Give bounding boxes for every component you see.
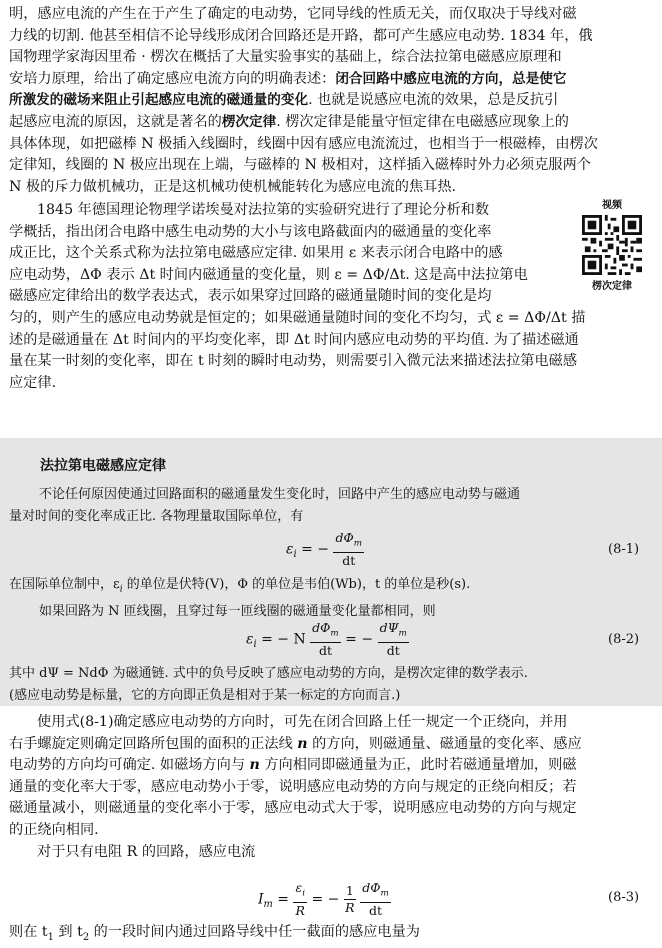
text-line: 成正比，这个关系式称为法拉第电磁感应定律. 如果用 ε 来表示闭合电路中的感 — [9, 245, 503, 262]
text-line: 在国际单位制中，$\varepsilon_i$ 的单位是伏特(V)，Φ 的单位是韦伯(Wb)，t 的单位是秒(s). — [9, 577, 471, 595]
text-line: 应电动势，ΔΦ 表示 Δt 时间内磁通量的变化量，则 ε = ΔΦ/Δt. 这是高中法拉第电 — [9, 266, 528, 283]
text-line: 明，感应电流的产生在于产生了确定的电动势，它同导线的性质无关，而仅取决于导线对磁 — [9, 6, 577, 22]
bold-statement: 所激发的磁场来阻止引起感应电流的磁通量的变化 — [9, 92, 309, 109]
text-line: 磁感应定律给出的数学表达式，表示如果穿过回路的磁通量随时间的变化是均 — [9, 288, 492, 305]
text-line: 磁通量减小，则磁通量的变化率小于零，感应电动式大于零，说明感应电动势的方向与规定 — [9, 800, 577, 817]
paragraph-direction — [9, 712, 649, 863]
text-line: 国物理学家海因里希 · 楞次在概括了大量实验事实的基础上，综合法拉第电磁感应原理和 — [9, 49, 562, 66]
video-qr-block[interactable] — [574, 196, 650, 292]
box-title: 法拉第电磁感应定律 — [40, 458, 166, 474]
box-paragraph — [9, 574, 649, 623]
box-paragraph — [9, 663, 649, 706]
equation-8-1: $\varepsilon_i$ = − $\frac{d\Phi_m}{dt}$ — [286, 530, 363, 568]
text-line: (感应电动势是标量，它的方向即正负是相对于某一标定的方向而言.) — [9, 687, 401, 703]
text-line: 电动势的方向均可确定. 如磁场方向与 n 方向相同即磁通量为正，此时若磁通量增加，则磁 — [9, 757, 577, 774]
text-line: 其中 dΨ = NdΦ 为磁通链. 式中的负号反映了感应电动势的方向，是楞次定律的数学表示. — [9, 666, 528, 681]
equation-number: (8-1) — [608, 542, 640, 557]
text-line: 通量的变化率大于零，感应电动势小于零，说明感应电动势的方向与规定的正绕向相反；若 — [9, 778, 577, 795]
qr-label-bottom: 楞次定律 — [592, 281, 632, 292]
text-line: 起感应电流的原因，这就是著名的楞次定律. 楞次定律是能量守恒定律在电磁感应现象上的 — [9, 113, 569, 130]
text-line: 对于只有电阻 R 的回路，感应电流 — [37, 843, 256, 860]
text-line: 具体体现，如把磁棒 N 极插入线圈时，线圈中因有感应电流流过，也相当于一根磁棒，由楞次 — [9, 135, 598, 152]
equation-8-2: $\varepsilon_i$ = − N $\frac{d\Phi_m}{dt}$ = − $\frac{d\Psi_m}{dt}$ — [246, 620, 407, 658]
text-line: N 极的斥力做机械功，正是这机械功使机械能转化为感应电流的焦耳热. — [9, 178, 457, 195]
text-line: 所激发的磁场来阻止引起感应电流的磁通量的变化. 也就是说感应电流的效果，总是反抗引 — [9, 92, 559, 109]
text-line: 力线的切割. 他甚至相信不论导线形成闭合回路还是开路，都可产生感应电动势. 1834 年，俄 — [9, 27, 593, 44]
text-line: 学概括，指出闭合电路中感生电动势的大小与该电路截面内的磁通量的变化率 — [9, 223, 492, 240]
lenz-law-term: 楞次定律 — [221, 113, 277, 130]
text-line: 应定律. — [9, 374, 57, 391]
text-line: 匀的，则产生的感应电动势就是恒定的；如果磁通量随时间的变化不均匀，式 ε = ΔΦ/Δt 描 — [9, 309, 586, 326]
text-line: 如果回路为 N 匝线圈，且穿过每一匝线圈的磁通量变化量都相同，则 — [39, 604, 436, 620]
text-line: 不论任何原因使通过回路面积的磁通量发生变化时，回路中产生的感应电动势与磁通 — [39, 487, 521, 502]
text-line: 的正绕向相同. — [9, 821, 99, 838]
paragraph-faraday — [9, 200, 649, 394]
paragraph-lenz — [9, 4, 649, 198]
text-line: 右手螺旋定则确定回路所包围的面积的正法线 n 的方向，则磁通量、磁通量的变化率、感应 — [9, 735, 582, 752]
equation-number: (8-2) — [608, 632, 640, 647]
text-line: 量在某一时刻的变化率，即在 t 时刻的瞬时电动势，则需要引入微元法来描述法拉第电磁感 — [9, 353, 578, 370]
paragraph-charge — [9, 922, 649, 948]
equation-8-3: $I_m$ = $\frac{\varepsilon_i}{R}$ = − $\frac{1}{R}$ $\frac{d\Phi_m}{dt}$ — [258, 880, 389, 918]
box-paragraph — [9, 484, 649, 527]
text-line: 则在 $t_1$ 到 $t_2$ 的一段时间内通过回路导线中任一截面的感应电量为 — [9, 924, 420, 943]
text-line: 使用式(8-1)确定感应电动势的方向时，可先在闭合回路上任一规定一个正绕向，并用 — [37, 714, 568, 730]
text-line: 量对时间的变化率成正比. 各物理量取国际单位，有 — [9, 508, 304, 524]
qr-label-top: 视频 — [602, 200, 622, 211]
text-line: 述的是磁通量在 Δt 时间内的平均变化率，即 Δt 时间内感应电动势的平均值. 为了描述磁通 — [9, 331, 579, 348]
bold-statement: 闭合回路中感应电流的方向，总是使它 — [335, 70, 567, 87]
qr-code-icon[interactable] — [582, 215, 642, 275]
text-line: 安培力原理，给出了确定感应电流方向的明确表述：闭合回路中感应电流的方向，总是使它 — [9, 70, 567, 87]
text-line: 定律知，线圈的 N 极应出现在上端，与磁棒的 N 极相对，这样插入磁棒时外力必须克服两个 — [9, 157, 591, 174]
equation-number: (8-3) — [608, 890, 640, 905]
text-line: 1845 年德国理论物理学诺埃曼对法拉第的实验研究进行了理论分析和数 — [37, 202, 490, 218]
